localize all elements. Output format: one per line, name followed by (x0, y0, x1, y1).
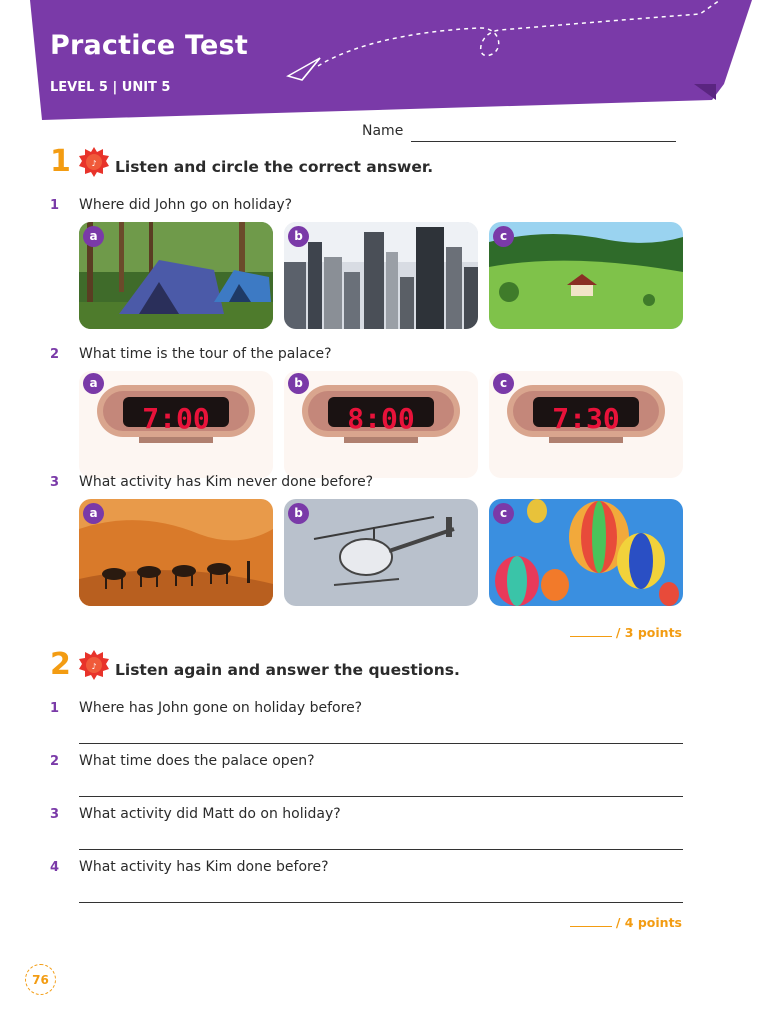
score-blank[interactable] (570, 625, 612, 637)
svg-text:♪: ♪ (91, 159, 97, 168)
section-number: 1 (50, 144, 71, 179)
section-instruction: Listen and circle the correct answer. (115, 158, 434, 176)
option-letter: b (288, 373, 309, 394)
question-text: What activity did Matt do on holiday? (79, 806, 341, 822)
svg-text:♪: ♪ (91, 662, 97, 671)
option-c-countryside[interactable] (489, 222, 683, 329)
countryside-image (489, 222, 683, 329)
option-b-city[interactable] (284, 222, 478, 329)
clock-display: 7:30 (552, 402, 620, 435)
city-image (284, 222, 478, 329)
score-blank[interactable] (570, 915, 612, 927)
header-shape (0, 0, 768, 130)
audio-track-icon (78, 146, 110, 178)
question-number: 4 (50, 860, 60, 875)
question-text: Where has John gone on holiday before? (79, 700, 363, 716)
question-number: 2 (50, 347, 60, 362)
answer-line[interactable] (79, 902, 683, 903)
question-number: 1 (50, 701, 60, 716)
clock-display: 7:00 (142, 402, 210, 435)
option-a-desert[interactable] (79, 499, 273, 606)
option-a-clock[interactable] (79, 371, 273, 478)
question-number: 3 (50, 807, 60, 822)
question-number: 1 (50, 198, 60, 213)
question-text: What activity has Kim done before? (79, 859, 329, 875)
header-banner (0, 0, 768, 130)
name-field[interactable] (411, 141, 676, 142)
option-letter: c (493, 503, 514, 524)
question-number: 2 (50, 754, 60, 769)
section-1-score (570, 625, 682, 640)
option-letter: a (83, 503, 104, 524)
answer-line[interactable] (79, 849, 683, 850)
desert-camels-image (79, 499, 273, 606)
hot-air-balloons-image (489, 499, 683, 606)
option-b-helicopter[interactable] (284, 499, 478, 606)
answer-line[interactable] (79, 796, 683, 797)
question-text: What time does the palace open? (79, 753, 315, 769)
answer-line[interactable] (79, 743, 683, 744)
option-a-tents[interactable] (79, 222, 273, 329)
section-2-score (570, 915, 682, 930)
option-letter: b (288, 226, 309, 247)
points-label: / 4 points (615, 915, 682, 930)
question-text: What time is the tour of the palace? (79, 346, 332, 362)
option-letter: c (493, 226, 514, 247)
option-c-clock[interactable] (489, 371, 683, 478)
option-letter: a (83, 373, 104, 394)
page-number: 76 (25, 964, 56, 995)
helicopter-image (284, 499, 478, 606)
question-number: 3 (50, 475, 60, 490)
question-text: Where did John go on holiday? (79, 197, 293, 213)
tents-image (79, 222, 273, 329)
option-b-clock[interactable] (284, 371, 478, 478)
section-instruction: Listen again and answer the questions. (115, 661, 460, 679)
points-label: / 3 points (615, 625, 682, 640)
page-title: Practice Test (50, 30, 248, 61)
question-text: What activity has Kim never done before? (79, 474, 374, 490)
clock-display: 8:00 (347, 402, 415, 435)
option-letter: c (493, 373, 514, 394)
option-letter: b (288, 503, 309, 524)
level-unit-label: LEVEL 5 | UNIT 5 (50, 80, 171, 95)
option-c-balloons[interactable] (489, 499, 683, 606)
section-number: 2 (50, 647, 71, 682)
name-label: Name (362, 123, 404, 139)
option-letter: a (83, 226, 104, 247)
audio-track-icon (78, 649, 110, 681)
